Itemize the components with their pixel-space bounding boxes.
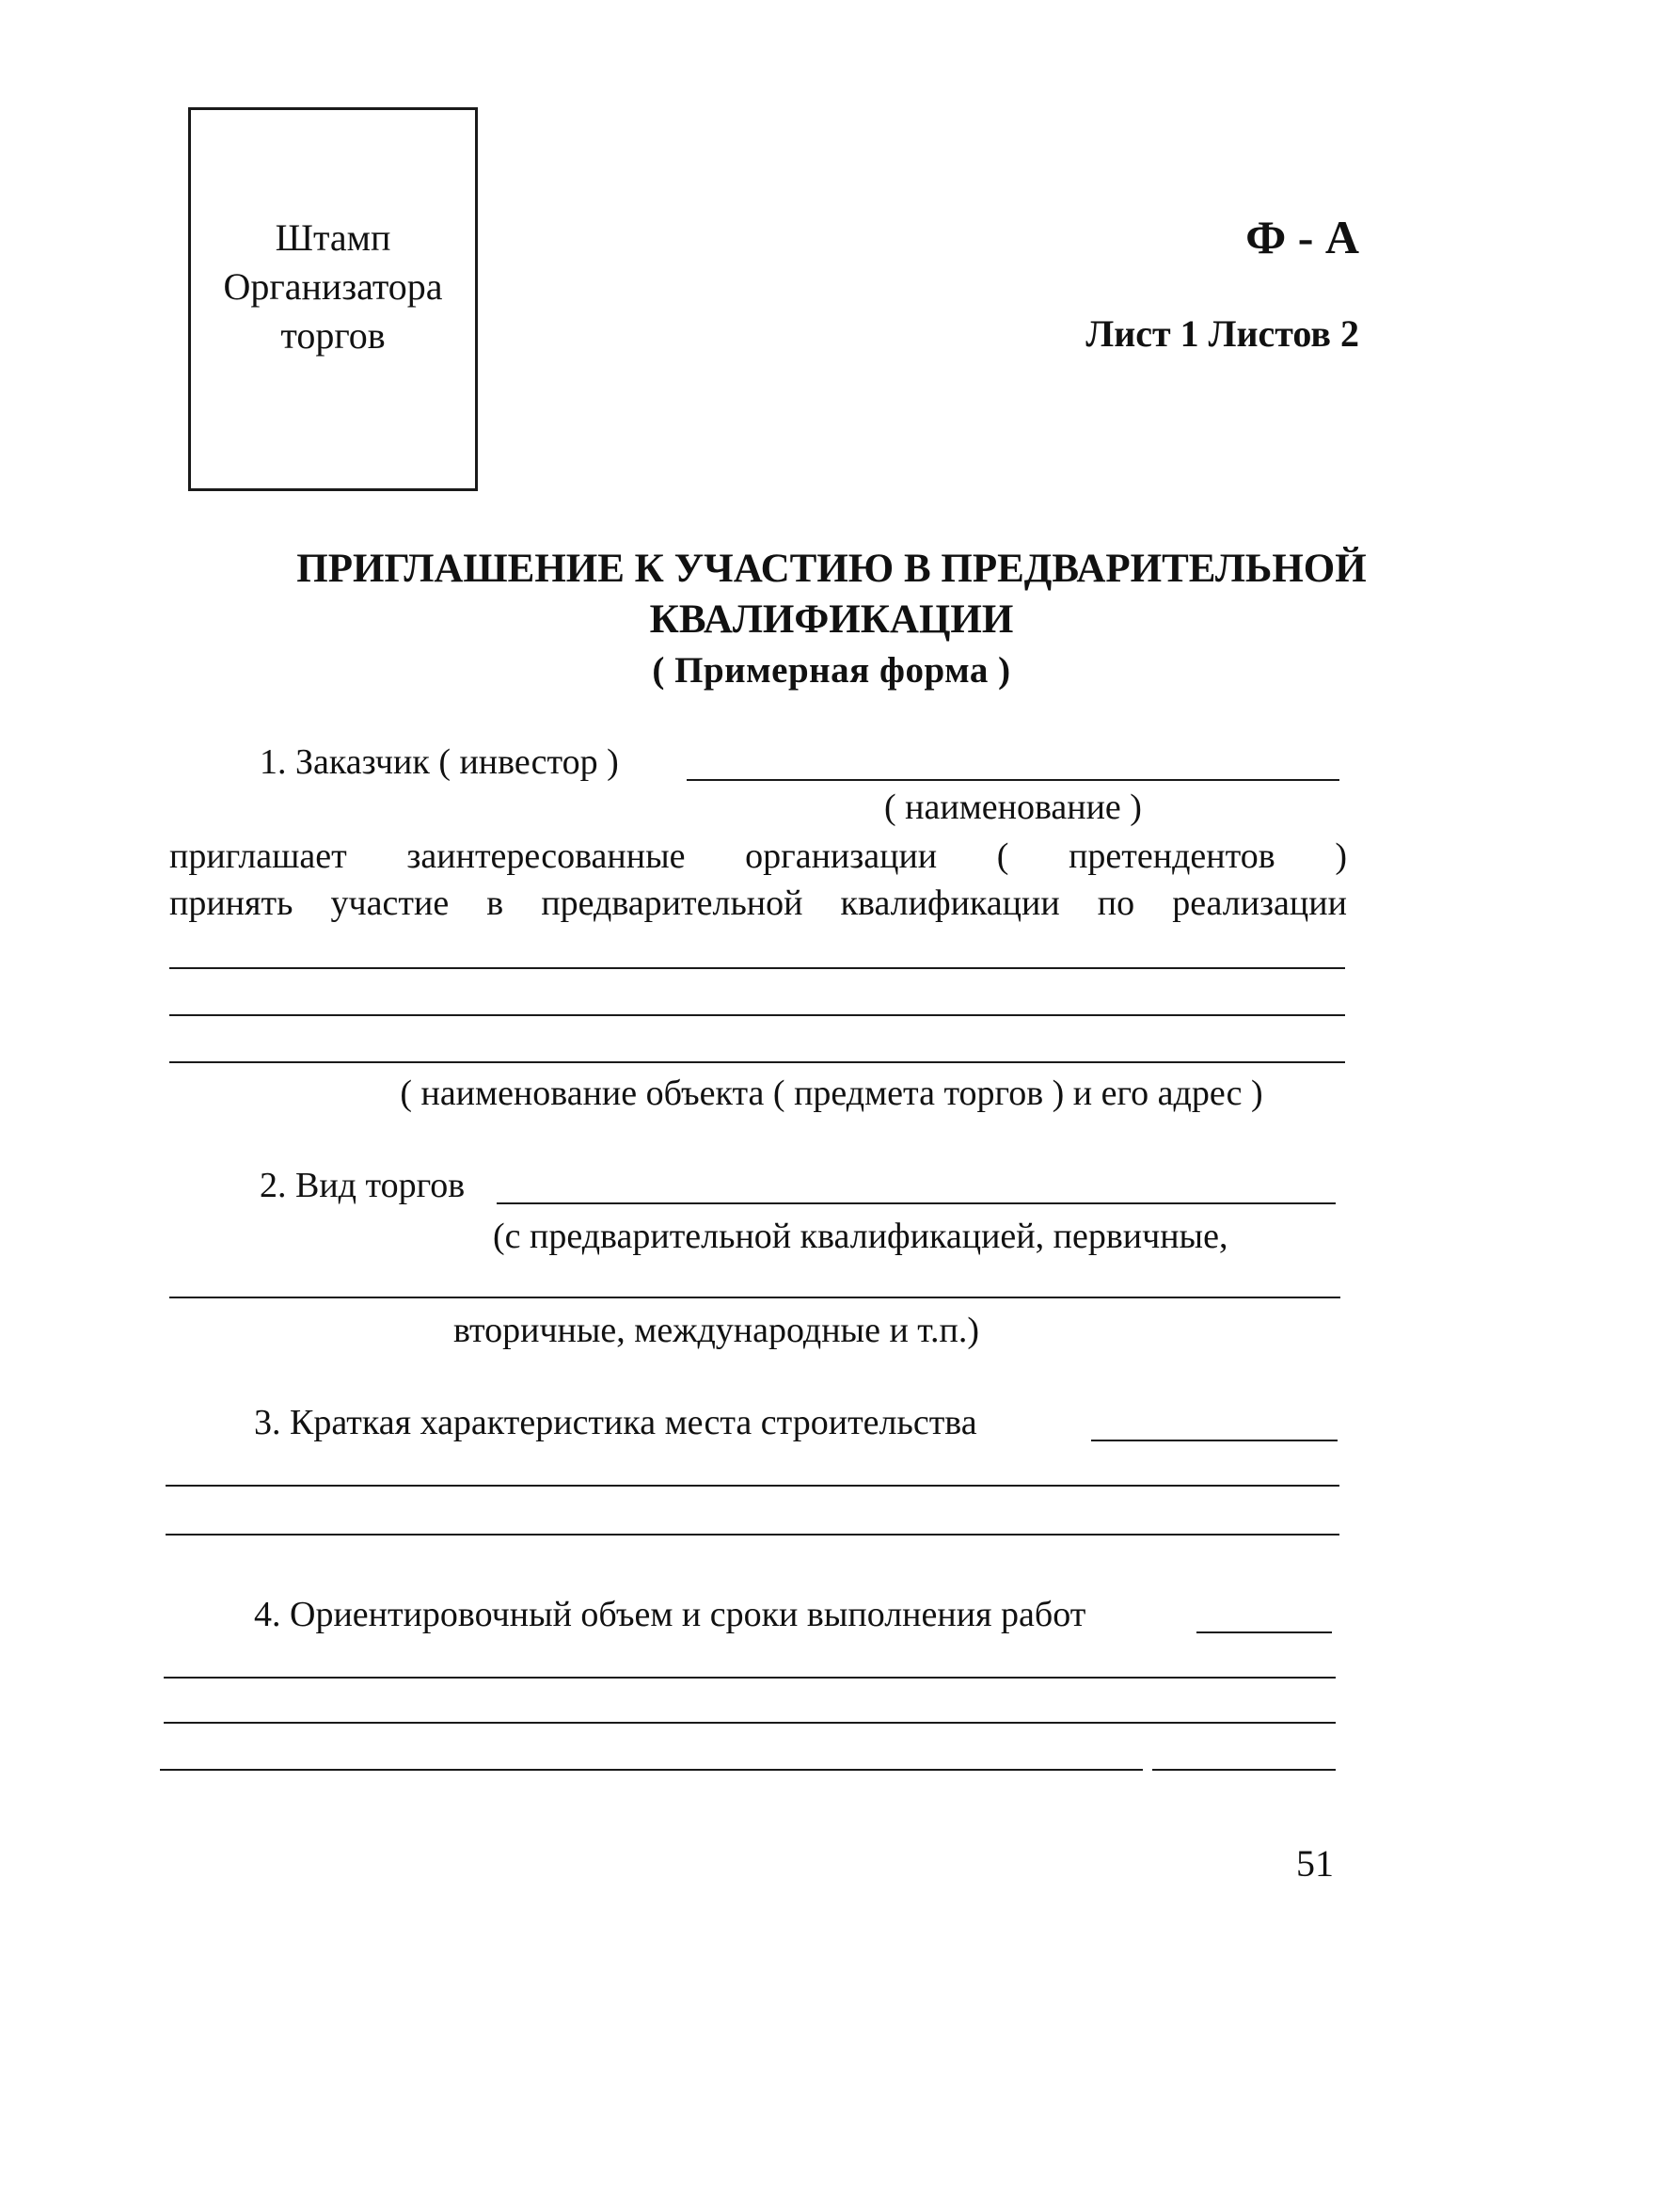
- word: претендентов: [1069, 836, 1275, 876]
- site-description-fill-line[interactable]: [166, 1485, 1339, 1487]
- word: (: [996, 836, 1009, 876]
- customer-name-caption: ( наименование ): [884, 788, 1142, 827]
- tender-type-caption-line-2: вторичные, международные и т.п.): [453, 1311, 980, 1350]
- word: принять: [169, 883, 293, 923]
- site-description-fill-line[interactable]: [166, 1534, 1339, 1536]
- word: в: [486, 883, 504, 923]
- word: реализации: [1172, 883, 1347, 923]
- word: участие: [330, 883, 450, 923]
- item1-customer-label: 1. Заказчик ( инвестор ): [260, 742, 619, 782]
- word: ): [1335, 836, 1347, 876]
- form-code: Ф - А: [1245, 211, 1359, 263]
- object-fill-line[interactable]: [169, 1061, 1345, 1063]
- stamp-line-3: торгов: [280, 314, 386, 357]
- item2-tender-type-label: 2. Вид торгов: [260, 1166, 466, 1205]
- word: приглашает: [169, 836, 347, 876]
- site-description-fill-line[interactable]: [1091, 1440, 1338, 1441]
- word: организации: [745, 836, 938, 876]
- object-caption: ( наименование объекта ( предмета торгов ) и его адрес ): [400, 1074, 1263, 1113]
- stamp-text: [191, 214, 475, 360]
- object-fill-line[interactable]: [169, 967, 1345, 969]
- tender-type-fill-line[interactable]: [169, 1297, 1340, 1298]
- stamp-box: [188, 107, 478, 491]
- sheet-info: Лист 1 Листов 2: [1085, 312, 1359, 355]
- scope-fill-line[interactable]: [1152, 1769, 1336, 1771]
- word: предварительной: [541, 883, 803, 923]
- document-subtitle: ( Примерная форма ): [652, 650, 1011, 691]
- page-number: 51: [1296, 1842, 1334, 1885]
- tender-type-caption-line-1: (с предварительной квалификацией, первичные,: [493, 1217, 1228, 1256]
- stamp-line-1: Штамп: [275, 216, 391, 259]
- scope-fill-line[interactable]: [1196, 1631, 1332, 1633]
- document-title-line-1: ПРИГЛАШЕНИЕ К УЧАСТИЮ В ПРЕДВАРИТЕЛЬНОЙ: [296, 547, 1367, 591]
- item4-scope-and-terms-label: 4. Ориентировочный объем и сроки выполнения работ: [254, 1595, 1086, 1634]
- word: заинтересованные: [406, 836, 686, 876]
- item3-site-description-label: 3. Краткая характеристика места строительства: [254, 1403, 977, 1442]
- scope-fill-line[interactable]: [164, 1722, 1336, 1724]
- item1-paragraph-line-2: [169, 881, 1347, 926]
- item1-paragraph-line-1: [169, 834, 1347, 879]
- word: квалификации: [840, 883, 1060, 923]
- scope-fill-line[interactable]: [164, 1677, 1336, 1679]
- stamp-line-2: Организатора: [223, 265, 443, 308]
- object-fill-line[interactable]: [169, 1014, 1345, 1016]
- word: по: [1097, 883, 1135, 923]
- customer-fill-line[interactable]: [687, 779, 1339, 781]
- scope-fill-line[interactable]: [160, 1769, 1143, 1771]
- document-title-line-2: КВАЛИФИКАЦИИ: [649, 597, 1014, 642]
- tender-type-fill-line[interactable]: [497, 1202, 1336, 1204]
